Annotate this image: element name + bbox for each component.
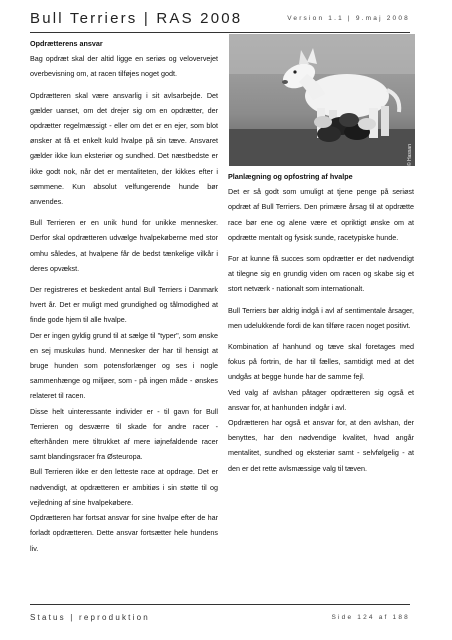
section-heading-breeder-responsibility: Opdrætterens ansvar	[30, 39, 103, 48]
photo-credit: © Hassan	[407, 144, 413, 166]
paragraph: Bull Terrieren er en unik hund for unikke mennesker. Derfor skal opdrætteren udvælge hvalpekøberne med stor omhu således, at hvalpene får de bedst tænkelige vilkår i deres opvækst.	[30, 218, 218, 273]
paragraph: Opdrætteren har fortsat ansvar for sine hvalpe efter de har forladt opdrætteren. Dette ansvar fortsætter hele hundens liv.	[30, 513, 218, 553]
paragraph: Disse helt uinteressante individer er - til gavn for Bull Terrieren og desværre til skade for andre racer - efterhånden mere tiltrukket af mere iøjnefaldende racer samt blandingsracer fra Østeuropa.	[30, 406, 218, 462]
paragraph: Kombination af hanhund og tæve skal foretages med fokus på fortrin, de har til fælles, samtidigt med at det undgås at begge hunde har de samme fejl.	[228, 342, 414, 382]
paragraph: Ved valg af avlshan påtager opdrætteren sig også et ansvar for, at hanhunden indgår i avl.	[228, 387, 414, 412]
dog-with-puppies-photo	[229, 34, 415, 166]
paragraph: For at kunne få succes som opdrætter er det nødvendigt at tilegne sig en grundig viden om racen og skabe sig et stort netværk - nationalt som internationalt.	[228, 254, 414, 294]
page-number: Side 124 af 188	[331, 614, 410, 621]
footer-section-label: Status | reproduktion	[30, 613, 150, 622]
paragraph: Det er så godt som umuligt at tjene penge på seriøst opdræt af Bull Terriers. Den primære årsag til at opdrætte race bør ene og alene være et opriktigt ønske om at opdrætte mentalt og fysisk sunde, racetypiske hunde.	[228, 187, 414, 242]
paragraph: Opdrætteren har også et ansvar for, at den avlshan, der benyttes, har den nødvendige kvalitet, hvad angår mentalitet, sundhed og eksteriør samt - selvfølgelig - at den er det rette avlsmæssige valg til tæven.	[228, 418, 414, 473]
paragraph: Der registreres et beskedent antal Bull Terriers i Danmark hvert år. Det er muligt med grundighed og tålmodighed at finde gode hjem til alle hvalpe.	[30, 285, 218, 325]
paragraph: Bull Terrieren ikke er den letteste race at opdrage. Det er nødvendigt, at opdrætteren er ambitiøs i sin støtte til og vejledning af sine hvalpekøbere.	[30, 467, 218, 507]
left-column	[30, 36, 218, 556]
right-column	[228, 169, 414, 476]
photo-illustration	[229, 34, 415, 166]
paragraph: Der er ingen gyldig grund til at sælge til "typer", som ønske en sej muskuløs hund. Mennesker der har til hensigt at bruge hunden som potensforlænger og ses i nogle sammenhænge og miljøer, som - på ingen måde - ønskes relateret til racen.	[30, 330, 218, 401]
section-heading-planning: Planlægning og opfostring af hvalpe	[228, 172, 353, 181]
page-footer	[30, 604, 410, 623]
paragraph: Bag opdræt skal der altid ligge en seriøs og velovervejet overbevisning om, at racen tilføjes noget godt.	[30, 54, 218, 79]
document-version: Version 1.1 | 9.maj 2008	[287, 15, 410, 22]
page-header	[30, 10, 410, 33]
document-title: Bull Terriers | RAS 2008	[30, 10, 243, 27]
paragraph: Bull Terriers bør aldrig indgå i avl af sentimentale årsager, men udelukkende fordi de kan tilføre racen noget positivt.	[228, 305, 414, 330]
paragraph: Opdrætteren skal være ansvarlig i sit avlsarbejde. Det gælder uanset, om det drejer sig om en opdrætter, der opdrætter regelmæssigt - eller om det er en ejer, som blot ønsker at få et enkelt kuld hvalpe på sin tæve. Ansvaret gælder ikke kun eksteriør og sundhed. Det næstbedste er ikke godt nok, når det er mentaliteten, der kikkes efter i sømmene. Kun absolut velfungerende hunde bør anvendes.	[30, 90, 218, 207]
